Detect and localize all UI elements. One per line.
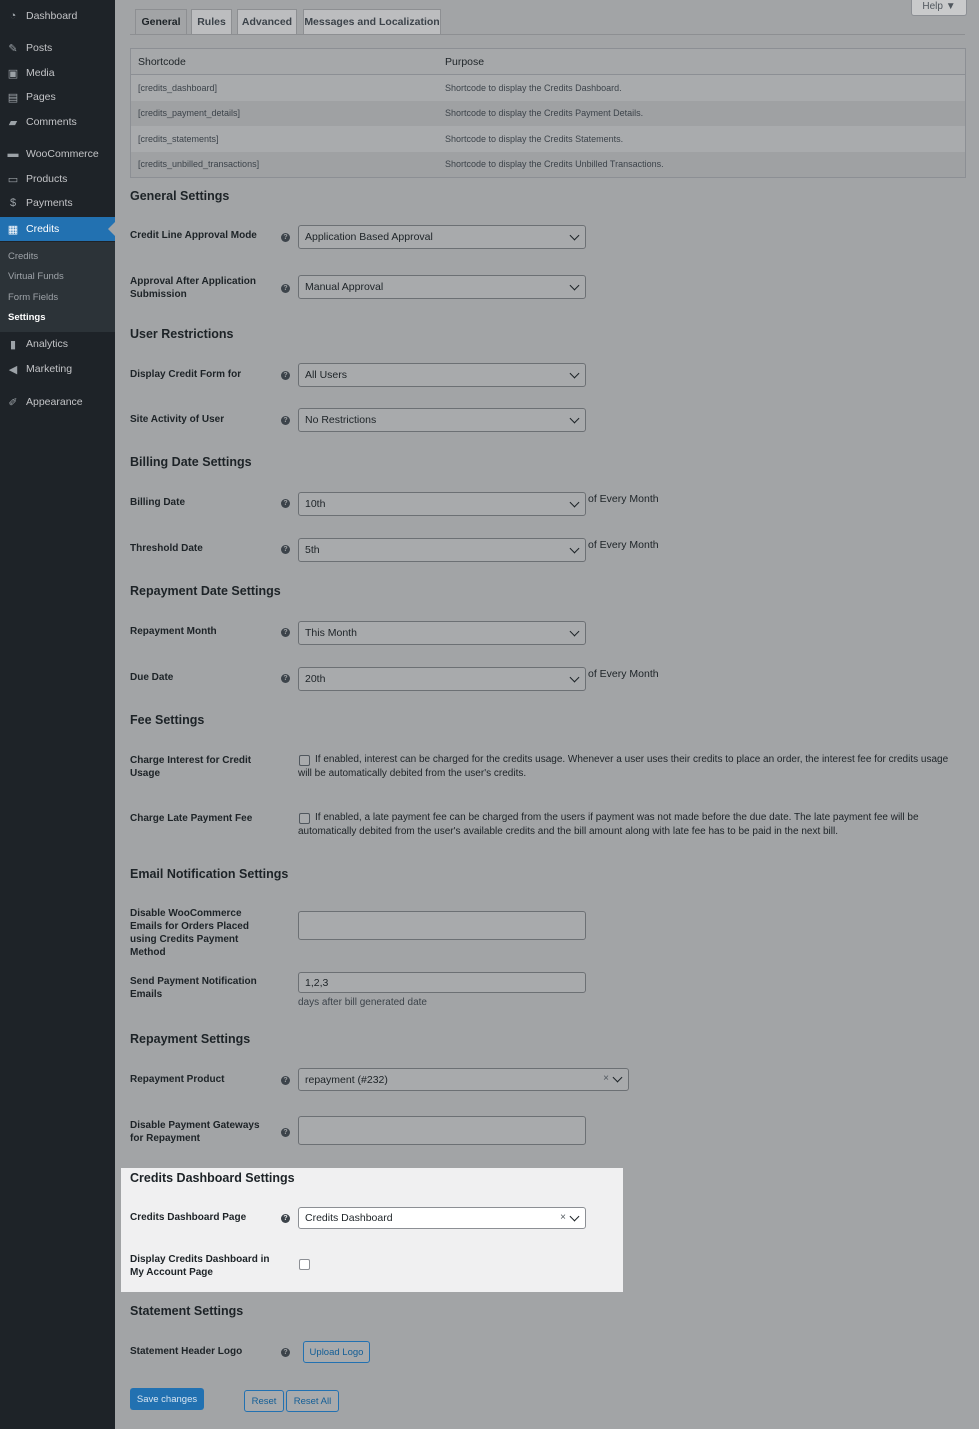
sidebar-item-label: Comments	[26, 116, 77, 128]
threshold-date-label: Threshold Date	[130, 543, 203, 554]
table-header	[131, 49, 965, 75]
submenu-item-form-fields[interactable]: Form Fields	[8, 292, 59, 303]
sidebar-item-analytics[interactable]	[0, 333, 115, 355]
sidebar-item-media[interactable]	[0, 62, 115, 84]
help-icon[interactable]: ?	[281, 416, 290, 425]
sidebar-item-pages[interactable]	[0, 86, 115, 108]
dashboard-page-label: Credits Dashboard Page	[130, 1212, 247, 1223]
billing-date-select[interactable]	[298, 492, 586, 516]
column-header-shortcode: Shortcode	[138, 55, 186, 68]
shortcode-table	[130, 48, 966, 178]
sidebar-item-payments[interactable]	[0, 192, 115, 214]
sidebar-item-label: Analytics	[26, 338, 69, 350]
select-value: 10th	[305, 498, 326, 510]
brush-icon: ✐	[8, 396, 18, 409]
select-value: Application Based Approval	[305, 231, 433, 243]
media-icon: ▣	[7, 67, 19, 80]
sidebar-item-label: Pages	[26, 91, 56, 103]
approval-after-select[interactable]	[298, 275, 586, 299]
sidebar-item-label: Credits	[26, 223, 60, 235]
help-button[interactable]: Help ▼	[911, 0, 967, 16]
shortcode-cell: [credits_statements]	[138, 133, 219, 144]
section-title-repayment-date: Repayment Date Settings	[130, 584, 281, 598]
help-icon[interactable]: ?	[281, 1348, 290, 1357]
threshold-date-suffix: of Every Month	[588, 539, 659, 551]
late-fee-description: If enabled, a late payment fee can be charged from the users if payment was not made before the due date. The late payment fee will be automatically debited from the user's available credits and the bill amount along with late fee has to be paid in the next bill.	[298, 812, 919, 837]
save-changes-button[interactable]: Save changes	[130, 1388, 204, 1410]
billing-date-label: Billing Date	[130, 497, 186, 508]
send-notification-input[interactable]: 1,2,3	[298, 972, 586, 993]
site-activity-select[interactable]	[298, 408, 586, 432]
display-form-label: Display Credit Form for	[130, 369, 242, 380]
dollar-icon: $	[9, 197, 17, 209]
help-icon[interactable]: ?	[281, 628, 290, 637]
select-value: 20th	[305, 673, 326, 685]
purpose-cell: Shortcode to display the Credits Unbilled Transactions.	[445, 159, 664, 170]
credits-submenu	[0, 242, 115, 332]
repayment-product-label: Repayment Product	[130, 1074, 225, 1085]
section-title-general: General Settings	[130, 189, 230, 203]
select-value: 5th	[305, 544, 320, 556]
sidebar-item-dashboard[interactable]	[0, 5, 115, 27]
sidebar-item-products[interactable]	[0, 168, 115, 190]
woo-icon: ▬	[7, 148, 19, 160]
select-value: repayment (#232)	[305, 1073, 388, 1086]
section-title-repayment: Repayment Settings	[130, 1032, 251, 1046]
late-fee-label: Charge Late Payment Fee	[130, 813, 253, 824]
pin-icon: ✎	[8, 42, 18, 55]
submenu-item-virtual-funds[interactable]: Virtual Funds	[8, 271, 64, 282]
sidebar-item-label: Dashboard	[26, 10, 78, 22]
sidebar-item-woocommerce[interactable]	[0, 143, 115, 165]
chevron-down-icon	[570, 627, 580, 637]
help-icon[interactable]: ?	[281, 1128, 290, 1137]
dashboard-page-select[interactable]	[298, 1207, 586, 1229]
disable-emails-input[interactable]	[298, 911, 586, 940]
select-value: Credits Dashboard	[305, 1212, 393, 1224]
charge-interest-label: Charge Interest for Credit Usage	[130, 755, 252, 779]
charge-interest-description: If enabled, interest can be charged for the credits usage. Whenever a user uses their credits to place an order, the interest fee for credits usage will be automatically debited from the user's credits.	[298, 754, 949, 779]
repayment-product-select[interactable]	[298, 1068, 629, 1091]
approval-after-label: Approval After Application Submission	[130, 276, 256, 300]
submenu-item-settings[interactable]: Settings	[8, 312, 46, 323]
sidebar-item-label: Posts	[26, 42, 53, 54]
help-icon[interactable]: ?	[281, 499, 290, 508]
section-title-fee: Fee Settings	[130, 713, 205, 727]
tab-advanced[interactable]: Advanced	[237, 9, 297, 35]
due-date-select[interactable]	[298, 667, 586, 691]
section-title-email: Email Notification Settings	[130, 867, 289, 881]
chevron-down-icon	[613, 1073, 623, 1083]
tab-divider	[130, 34, 965, 35]
credits-icon: ▦	[7, 223, 19, 236]
shortcode-cell: [credits_dashboard]	[138, 82, 218, 93]
purpose-cell: Shortcode to display the Credits Payment Details.	[445, 108, 644, 119]
chevron-down-icon	[570, 498, 580, 508]
display-dashboard-checkbox[interactable]	[299, 1259, 310, 1270]
chevron-down-icon	[570, 1212, 580, 1222]
table-row	[131, 152, 965, 178]
megaphone-icon: ◀	[8, 363, 18, 376]
display-dashboard-label: Display Credits Dashboard in My Account Page	[130, 1254, 270, 1278]
purpose-cell: Shortcode to display the Credits Statements.	[445, 133, 624, 144]
select-value: No Restrictions	[305, 414, 377, 426]
header-logo-label: Statement Header Logo	[130, 1346, 243, 1357]
sidebar-item-label: WooCommerce	[26, 148, 99, 160]
sidebar-item-label: Appearance	[26, 396, 83, 408]
billing-date-suffix: of Every Month	[588, 493, 659, 505]
send-notification-description: days after bill generated date	[298, 997, 427, 1008]
chart-icon: ▮	[9, 338, 17, 351]
chevron-down-icon	[570, 544, 580, 554]
sidebar-item-label: Marketing	[26, 363, 73, 375]
reset-button[interactable]: Reset	[244, 1390, 284, 1412]
sidebar-item-comments[interactable]	[0, 111, 115, 133]
disable-gateways-input[interactable]	[298, 1116, 586, 1145]
help-icon[interactable]: ?	[281, 284, 290, 293]
section-title-user-restrictions: User Restrictions	[130, 327, 234, 341]
clear-icon[interactable]: ×	[560, 1212, 566, 1223]
display-form-select[interactable]	[298, 363, 586, 387]
sidebar-item-label: Products	[26, 173, 68, 185]
help-icon[interactable]: ?	[281, 545, 290, 554]
disable-emails-label: Disable WooCommerce Emails for Orders Placed using Credits Payment Method	[130, 908, 249, 958]
due-date-label: Due Date	[130, 672, 174, 683]
help-icon[interactable]: ?	[281, 1076, 290, 1085]
dashboard-icon: ◔	[9, 10, 17, 22]
table-row	[131, 126, 965, 152]
tab-general[interactable]: General	[135, 9, 187, 35]
section-title-credits-dashboard: Credits Dashboard Settings	[130, 1171, 295, 1185]
submenu-item-credits[interactable]: Credits	[8, 251, 39, 262]
select-value: All Users	[305, 369, 348, 381]
admin-sidebar	[0, 0, 115, 1429]
chevron-down-icon	[570, 231, 580, 241]
repayment-month-label: Repayment Month	[130, 626, 217, 637]
help-icon[interactable]: ?	[281, 233, 290, 242]
disable-gateways-label: Disable Payment Gateways for Repayment	[130, 1120, 260, 1144]
chevron-down-icon	[570, 673, 580, 683]
section-title-statement: Statement Settings	[130, 1304, 244, 1318]
sidebar-item-posts[interactable]	[0, 37, 115, 59]
sidebar-item-appearance[interactable]	[0, 391, 115, 413]
table-row	[131, 75, 965, 101]
upload-logo-button[interactable]: Upload Logo	[303, 1341, 370, 1363]
clear-icon[interactable]: ×	[603, 1073, 609, 1084]
repayment-month-select[interactable]	[298, 621, 586, 645]
tab-rules[interactable]: Rules	[191, 9, 232, 35]
shortcode-cell: [credits_payment_details]	[138, 108, 241, 119]
tab-messages-localization[interactable]: Messages and Localization	[303, 9, 441, 35]
help-icon[interactable]: ?	[281, 371, 290, 380]
purpose-cell: Shortcode to display the Credits Dashboard.	[445, 82, 622, 93]
select-value: Manual Approval	[305, 281, 384, 293]
sidebar-item-label: Media	[26, 67, 55, 79]
archive-icon: ▭	[7, 173, 19, 186]
shortcode-cell: [credits_unbilled_transactions]	[138, 159, 260, 170]
approval-mode-select[interactable]	[298, 225, 586, 249]
sidebar-item-label: Payments	[26, 197, 73, 209]
due-date-suffix: of Every Month	[588, 668, 659, 680]
chevron-down-icon	[570, 281, 580, 291]
column-header-purpose: Purpose	[445, 55, 485, 68]
sidebar-item-marketing[interactable]	[0, 358, 115, 380]
select-value: This Month	[305, 627, 357, 639]
send-notification-label: Send Payment Notification Emails	[130, 976, 257, 1000]
site-activity-label: Site Activity of User	[130, 414, 225, 425]
chevron-down-icon	[570, 369, 580, 379]
table-row	[131, 101, 965, 127]
chevron-down-icon	[570, 414, 580, 424]
sidebar-item-credits[interactable]	[0, 217, 115, 241]
approval-mode-label: Credit Line Approval Mode	[130, 230, 257, 241]
help-icon[interactable]: ?	[281, 1214, 290, 1223]
reset-all-button[interactable]: Reset All	[286, 1390, 339, 1412]
pages-icon: ▤	[7, 91, 19, 104]
comment-icon: ▰	[8, 116, 18, 129]
threshold-date-select[interactable]	[298, 538, 586, 562]
section-title-billing: Billing Date Settings	[130, 455, 252, 469]
help-icon[interactable]: ?	[281, 674, 290, 683]
